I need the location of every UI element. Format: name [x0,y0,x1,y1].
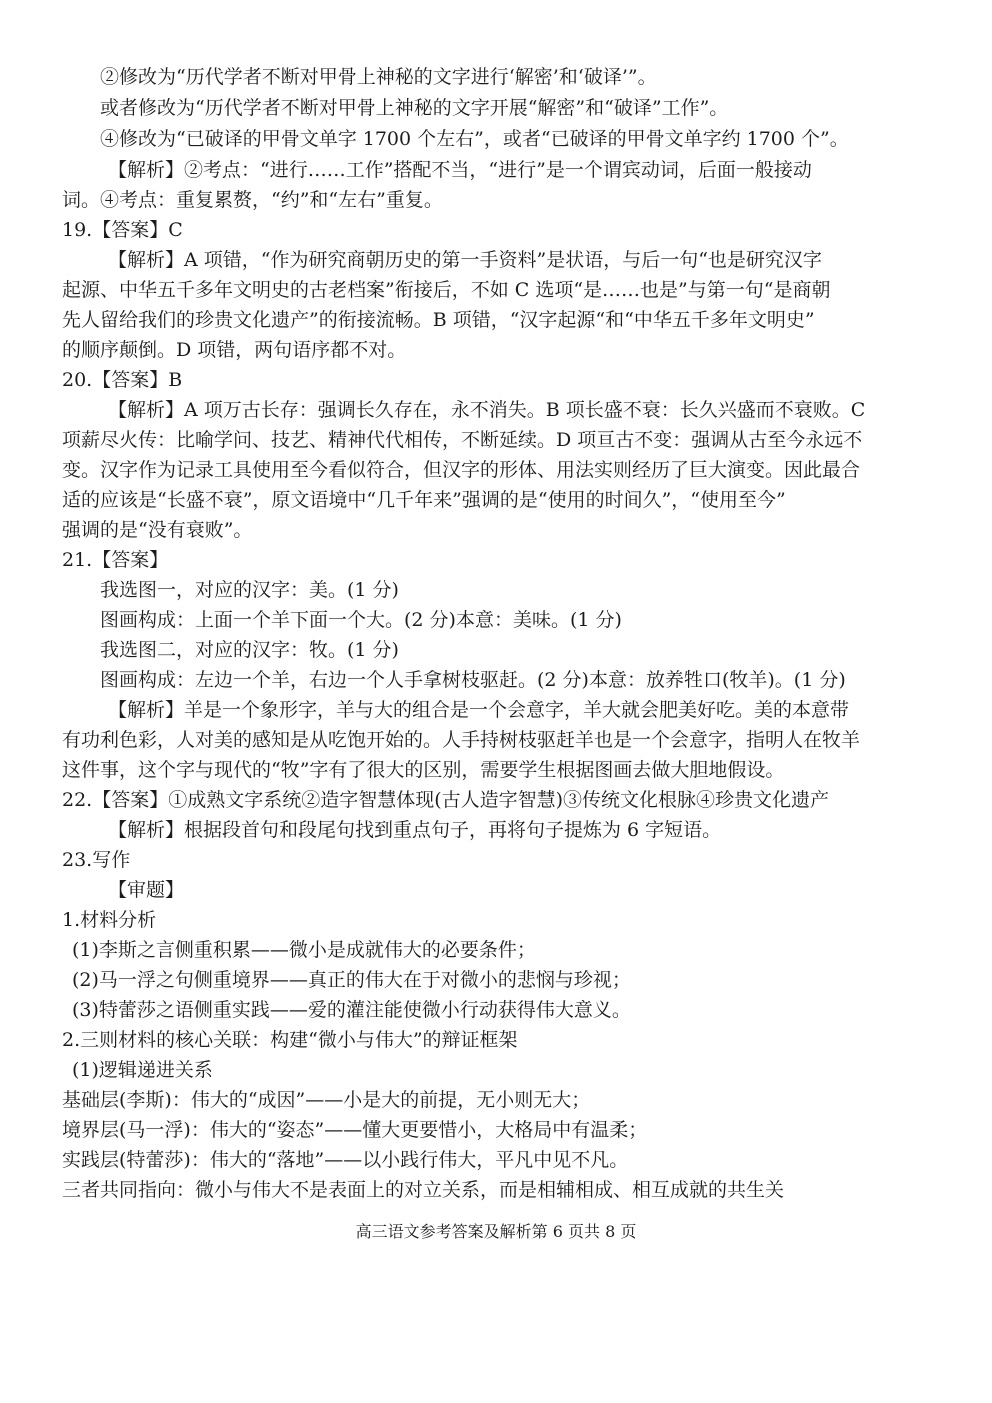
text-line: 【解析】羊是一个象形字，羊与大的组合是一个会意字，羊大就会肥美好吃。美的本意带 [108,699,850,721]
text-line: 适的应该是“长盛不衰”，原文语境中“几千年来”强调的是“使用的时间久”，“使用至今” [62,489,786,511]
text-line: 有功利色彩，人对美的感知是从吃饱开始的。人手持树枝驱赶羊也是一个会意字，指明人在牧羊 [62,729,861,751]
text-line: 项薪尽火传：比喻学问、技艺、精神代代相传，不断延续。D 项亘古不变：强调从古至今永远不 [62,429,863,451]
text-line: 图画构成：上面一个羊下面一个大。(2 分)本意：美味。(1 分) [100,609,622,631]
answer-heading: 19.【答案】C [62,219,183,241]
text-line: 实践层(特蕾莎)：伟大的“落地”——以小践行伟大，平凡中见不凡。 [62,1149,629,1171]
text-line: 的顺序颠倒。D 项错，两句语序都不对。 [62,339,407,361]
text-line: 三者共同指向：微小与伟大不是表面上的对立关系，而是相辅相成、相互成就的共生关 [62,1179,785,1201]
text-line: 境界层(马一浮)：伟大的“姿态”——懂大更要惜小，大格局中有温柔； [62,1119,648,1141]
text-line: 【解析】A 项错，“作为研究商朝历史的第一手资料”是状语，与后一句“也是研究汉字 [108,249,822,271]
text-line: 变。汉字作为记录工具使用至今看似符合，但汉字的形体、用法实则经历了巨大演变。因此最合 [62,459,861,481]
text-line: 我选图一，对应的汉字：美。(1 分) [100,579,399,601]
text-line: 【审题】 [108,879,185,901]
text-line: 这件事，这个字与现代的“牧”字有了很大的区别，需要学生根据图画去做大胆地假设。 [62,759,785,781]
text-line: 基础层(李斯)：伟大的“成因”——小是大的前提，无小则无大； [62,1089,591,1111]
text-line: 强调的是“没有衰败”。 [62,519,253,541]
text-line: ④修改为“已破译的甲骨文单字 1700 个左右”，或者“已破译的甲骨文单字约 1700 个”。 [100,128,849,150]
text-line: (1)李斯之言侧重积累——微小是成就伟大的必要条件； [72,939,536,961]
text-line: 1.材料分析 [62,909,157,931]
answer-heading: 22.【答案】①成熟文字系统②造字智慧体现(古人造字智慧)③传统文化根脉④珍贵文化遗产 [62,789,830,811]
text-line: (3)特蕾莎之语侧重实践——爱的灌注能使微小行动获得伟大意义。 [72,999,631,1021]
text-line: (2)马一浮之句侧重境界——真正的伟大在于对微小的悲悯与珍视； [72,969,631,991]
text-line: (1)逻辑递进关系 [72,1059,213,1081]
text-line: 【解析】②考点：“进行……工作”搭配不当，“进行”是一个谓宾动词，后面一般接动 [108,159,812,181]
text-line: 2.三则材料的核心关联：构建“微小与伟大”的辩证框架 [62,1029,518,1051]
text-line: 【解析】A 项万古长存：强调长久存在，永不消失。B 项长盛不衰：长久兴盛而不衰败。C [108,399,866,421]
text-line: 【解析】根据段首句和段尾句找到重点句子，再将句子提炼为 6 字短语。 [108,819,722,841]
text-line: 起源、中华五千多年文明史的古老档案”衔接后，不如 C 选项“是……也是”与第一句“是商朝 [62,279,831,301]
text-line: 词。④考点：重复累赘，“约”和“左右”重复。 [62,189,443,211]
text-line: 图画构成：左边一个羊，右边一个人手拿树枝驱赶。(2 分)本意：放养牲口(牧羊)。(1 分) [100,669,846,691]
text-line: 先人留给我们的珍贵文化遗产”的衔接流畅。B 项错，“汉字起源“和“中华五千多年文明史” [62,309,815,331]
section-heading: 23.写作 [62,849,131,871]
answer-heading: 21.【答案】 [62,549,169,571]
text-line: ②修改为“历代学者不断对甲骨上神秘的文字进行‘解密’和‘破译’”。 [100,66,657,88]
answer-heading: 20.【答案】B [62,369,183,391]
text-line: 我选图二，对应的汉字：牧。(1 分) [100,639,399,661]
page-footer: 高三语文参考答案及解析第 6 页共 8 页 [355,1222,637,1241]
text-line: 或者修改为“历代学者不断对甲骨上神秘的文字开展“解密”和“破译”工作”。 [100,97,729,119]
